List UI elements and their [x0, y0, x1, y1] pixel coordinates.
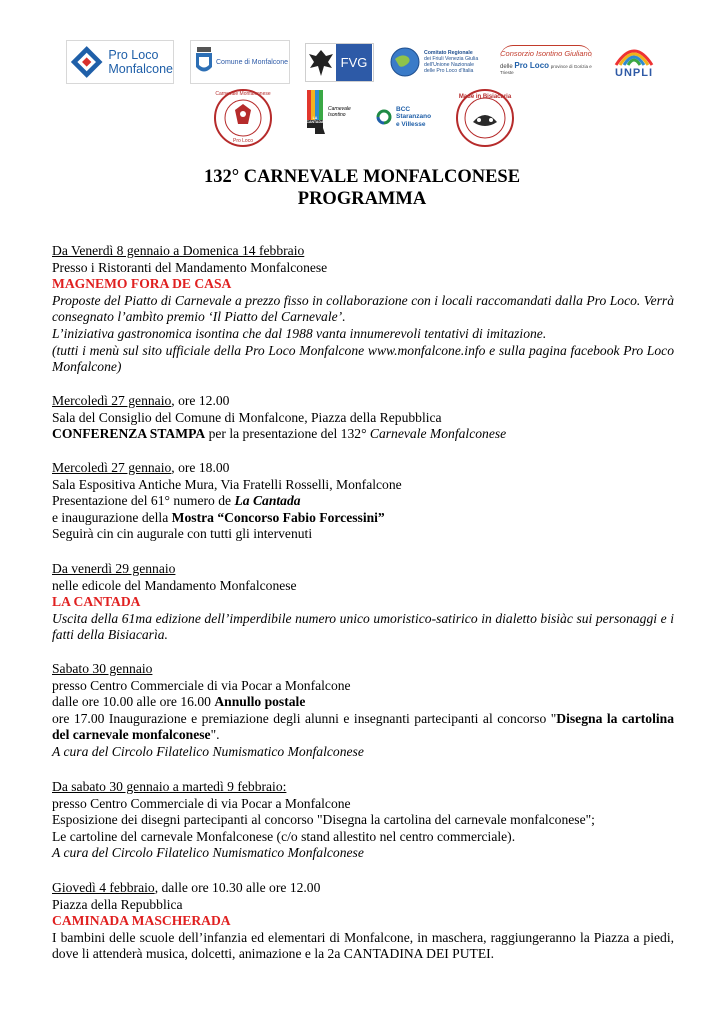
- event-desc: Uscita della 61ma edizione dell’imperdibile numero unico umoristico-satirico in dialetto bisiàc sui personaggi e i fatti della Bisiacarìa.: [52, 610, 674, 643]
- event-desc: I bambini delle scuole dell’infanzia ed elementari di Monfalcone, in maschera, raggiungeranno la Piazza a piedi, dove li attenderà musica, dolcetti, animazione e la 2a CANTADINA DEI PUTEI.: [52, 929, 674, 962]
- event-time: , ore 18.00: [171, 460, 230, 475]
- event-bold-italic: La Cantada: [234, 493, 301, 509]
- proloco-line2: Monfalcone: [108, 62, 173, 76]
- consorzio-sub-a: delle: [500, 63, 513, 70]
- event-place: presso Centro Commerciale di via Pocar a Monfalcone: [52, 677, 351, 693]
- event-italic: Carnevale Monfalconese: [369, 426, 507, 442]
- title-line2: PROGRAMMA: [297, 189, 427, 209]
- event-text: Esposizione dei disegni partecipanti al concorso "Disegna la cartolina del carnevale monfalconese";: [52, 812, 595, 828]
- event-text: dalle ore 10.00 alle ore 16.00: [52, 694, 215, 710]
- event-cantada: [52, 561, 674, 644]
- event-date: Da sabato 30 gennaio a martedì 9 febbraio:: [52, 779, 287, 794]
- comune-logo: [190, 40, 290, 84]
- event-date: Da venerdì 29 gennaio: [52, 561, 176, 576]
- event-presentazione: [52, 460, 674, 543]
- cantada-logo: [305, 88, 363, 136]
- event-text: e inaugurazione della: [52, 509, 172, 525]
- event-heading: LA CANTADA: [52, 594, 141, 610]
- event-place: Piazza della Repubblica: [52, 896, 183, 912]
- made-in-text: Made in Bisiacaria: [458, 94, 512, 100]
- event-place: Sala del Consiglio del Comune di Monfalcone, Piazza della Repubblica: [52, 409, 442, 425]
- seal-text: Carnevale Monfalconese: [215, 91, 271, 97]
- bcc-emblem-icon: [375, 108, 393, 126]
- harlequin-icon: [305, 88, 325, 136]
- event-bold: Annullo postale: [214, 694, 306, 710]
- unpli-arch-icon: [612, 43, 656, 67]
- consorzio-logo: [500, 40, 592, 80]
- event-text: ".: [210, 727, 220, 743]
- document-title: [0, 166, 724, 210]
- unpli-logo: [608, 40, 660, 82]
- event-date: Giovedì 4 febbraio: [52, 880, 155, 895]
- eagle-icon: [306, 46, 336, 80]
- consorzio-sub-c: province di Gorizia e Trieste: [500, 63, 592, 75]
- comitato-line1: Comitato Regionale: [424, 49, 473, 56]
- event-date: Sabato 30 gennaio: [52, 661, 153, 676]
- event-annullo: [52, 661, 674, 761]
- event-time: , ore 12.00: [171, 393, 230, 408]
- fvg-logo: [305, 43, 374, 82]
- event-desc: L’iniziativa gastronomica isontina che dal 1988 vanta innumerevoli tentativi di imitazione.: [52, 325, 547, 341]
- event-date: Da Venerdì 8 gennaio a Domenica 14 febbraio: [52, 243, 305, 258]
- bcc-logo: [375, 100, 437, 134]
- proloco-monfalcone-logo: [66, 40, 174, 84]
- proloco-line1: Pro Loco: [108, 48, 159, 62]
- globe-icon: [390, 47, 420, 77]
- event-credit: A cura del Circolo Filatelico Numismatico Monfalconese: [52, 845, 364, 861]
- carnevale-seal-logo: [213, 88, 273, 148]
- event-time: , dalle ore 10.30 alle ore 12.00: [154, 880, 321, 895]
- event-text: per la presentazione del 132°: [205, 426, 370, 442]
- comune-name: Comune di Monfalcone: [216, 58, 288, 66]
- fvg-label: FVG: [336, 44, 372, 81]
- sponsor-logos: [0, 0, 724, 150]
- event-text: ore 17.00 Inaugurazione e premiazione degli alunni e insegnanti partecipanti al concorso ": [52, 710, 557, 726]
- event-credit: A cura del Circolo Filatelico Numismatico Monfalconese: [52, 743, 364, 759]
- comune-crest-icon: [195, 47, 213, 77]
- comitato-line2: dei Friuli Venezia Giulia: [424, 55, 479, 62]
- event-heading: MAGNEMO FORA DE CASA: [52, 276, 232, 292]
- event-place: presso Centro Commerciale di via Pocar a Monfalcone: [52, 795, 351, 811]
- event-magnemo: [52, 243, 674, 376]
- bcc-line2: Staranzano: [396, 113, 432, 121]
- event-desc: (tutti i menù sul sito ufficiale della Pro Loco Monfalcone www.monfalcone.info e sulla pagina facebook Pro Loco Monfalcone): [52, 342, 674, 375]
- event-bold: Disegna la cartolina del carnevale monfalconese: [52, 710, 674, 743]
- event-place: Sala Espositiva Antiche Mura, Via Fratelli Rosselli, Monfalcone: [52, 476, 402, 492]
- comitato-logo: [390, 44, 488, 80]
- bcc-line1: BCC: [396, 105, 411, 113]
- title-line1: 132° CARNEVALE MONFALCONESE: [203, 167, 521, 187]
- made-in-bisiacaria-logo: [455, 88, 515, 148]
- cantada-top: Carnevale: [328, 106, 351, 112]
- consorzio-arc-text: Consorzio Isontino Giuliano: [500, 45, 592, 58]
- event-date: Mercoledì 27 gennaio: [52, 460, 172, 475]
- unpli-label: UNPLI: [615, 67, 653, 79]
- seal-sub-text: Pro Loco: [232, 138, 253, 144]
- event-heading: CONFERENZA STAMPA: [52, 426, 206, 442]
- event-conferenza: [52, 393, 674, 443]
- consorzio-sub-b: Pro Loco: [514, 60, 550, 70]
- event-text: Seguirà cin cin augurale con tutti gli intervenuti: [52, 526, 313, 542]
- event-heading: CAMINADA MASCHERADA: [52, 913, 231, 929]
- cantada-label: LA CANTADA: [306, 116, 324, 124]
- event-date: Mercoledì 27 gennaio: [52, 393, 172, 408]
- event-bold: Mostra “Concorso Fabio Forcessini”: [171, 509, 385, 525]
- comitato-line4: delle Pro Loco d'Italia: [424, 68, 474, 75]
- cantada-bottom: Isontino: [328, 112, 346, 118]
- event-desc: Proposte del Piatto di Carnevale a prezzo fisso in collaborazione con i locali raccomandati dalla Pro Loco. Verrà consegnato l’ambìto premio ‘Il Piatto del Carnevale’.: [52, 292, 674, 325]
- event-caminada: [52, 880, 674, 963]
- proloco-emblem-icon: [69, 43, 104, 81]
- event-esposizione: [52, 779, 674, 862]
- bcc-line3: e Villesse: [396, 120, 426, 128]
- event-text: Presentazione del 61° numero de: [52, 493, 235, 509]
- comitato-line3: dell'Unione Nazionale: [424, 62, 475, 68]
- event-place: Presso i Ristoranti del Mandamento Monfalconese: [52, 259, 328, 275]
- event-text: Le cartoline del carnevale Monfalconese (c/o stand allestito nel centro commerciale).: [52, 828, 516, 844]
- event-place: nelle edicole del Mandamento Monfalconese: [52, 577, 297, 593]
